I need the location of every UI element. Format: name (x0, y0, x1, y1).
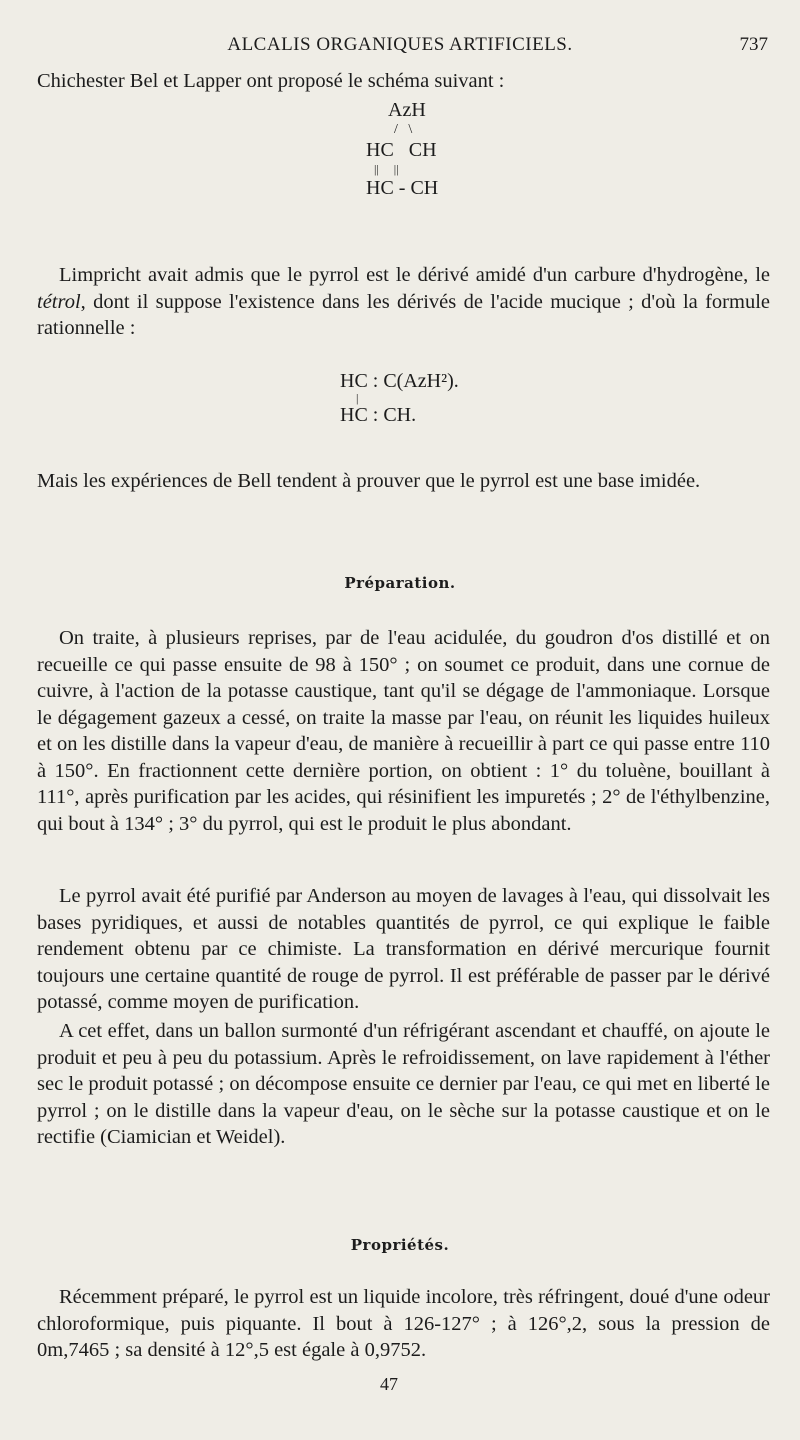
page-number: 737 (739, 34, 768, 55)
running-title: ALCALIS ORGANIQUES ARTIFICIELS. (227, 34, 573, 55)
paragraph-limpricht (37, 262, 770, 342)
paragraph-text: Chichester Bel et Lapper ont proposé le schéma suivant : (37, 70, 505, 92)
formula-pyrrol-schema (366, 98, 439, 200)
formula-row: / \ (394, 122, 413, 137)
signature-mark: 47 (380, 1374, 398, 1394)
paragraph-text: Le pyrrol avait été purifié par Anderson au moyen de lavages à l'eau, qui dissolvait les bases pyridiques, et aussi de notables quantités de pyrrol, ce qui explique le faible rendement obtenu par ce chimiste. La transformation en dérivé mercurique fournit toujours une certaine quantité de rouge de pyrrol. Il est préférable de passer par le dérivé potassé, comme moyen de purification. (37, 885, 770, 1013)
formula-row: | (356, 391, 359, 405)
formula-row: HC : CH. (340, 404, 417, 426)
paragraph-text: On traite, à plusieurs reprises, par de l'eau acidulée, du goudron d'os distillé et on recueille ce qui passe ensuite de 98 à 150° ; on soumet ce produit, dans une cornue de cuivre, à l'action de la potasse caustique, tant qu'il se dégage de l'ammoniaque. Lorsque le dégagement gazeux a cessé, on traite la masse par l'eau, on réunit les liquides huileux et on les distille dans la vapeur d'eau, de manière à recueillir à part ce qui passe entre 110 à 150°. En fractionnent cette dernière portion, on obtient : 1° du toluène, bouillant à 111°, après purification par les acides, qui résinifient les impuretés ; 2° de l'éthylbenzine, qui bout à 134° ; 3° du pyrrol, qui est le produit le plus abondant. (37, 627, 770, 835)
paragraph-preparation-1 (37, 625, 770, 837)
section-heading-proprietes: Propriétés. (350, 1236, 450, 1254)
paragraph-text: Mais les expériences de Bell tendent à prouver que le pyrrol est une base imidée. (37, 470, 701, 492)
formula-row: HC : C(AzH²). (340, 370, 459, 392)
paragraph-bell (37, 468, 770, 495)
paragraph-text: Récemment préparé, le pyrrol est un liquide incolore, très réfringent, doué d'une odeur chloroformique, puis piquante. Il bout à 126-127° ; à 126°,2, sous la pression de 0m,7465 ; sa densité à 12°,5 est égale à 0,9752. (37, 1286, 770, 1361)
paragraph-schema-intro (37, 68, 770, 95)
paragraph-text: , dont il suppose l'existence dans les dérivés de l'acide mucique ; d'où la formule rationnelle : (37, 290, 770, 339)
formula-row: || || (374, 162, 399, 176)
formula-rationnelle (340, 369, 459, 427)
paragraph-text: A cet effet, dans un ballon surmonté d'un réfrigérant ascendant et chauffé, on ajoute le produit et peu à peu du potassium. Après le refroidissement, on lave rapidement à l'éther sec le produit potassé ; on décompose ensuite ce dernier par l'eau, ce qui met en liberté le pyrrol ; on le distille dans la vapeur d'eau, on le sèche sur la potasse caustique et on le rectifie (Ciamician et Weidel). (37, 1020, 770, 1148)
section-heading-preparation: Préparation. (344, 574, 456, 592)
formula-row: HC - CH (366, 177, 439, 199)
paragraph-preparation-2 (37, 883, 770, 1016)
italic-term: tétrol (37, 290, 81, 313)
formula-row: AzH (388, 99, 426, 121)
paragraph-proprietes (37, 1284, 770, 1364)
page-header (0, 30, 800, 60)
paragraph-text: Limpricht avait admis que le pyrrol est le dérivé amidé d'un carbure d'hydrogène, le (59, 264, 770, 286)
formula-row: HC CH (366, 139, 437, 161)
paragraph-preparation-3 (37, 1018, 770, 1151)
